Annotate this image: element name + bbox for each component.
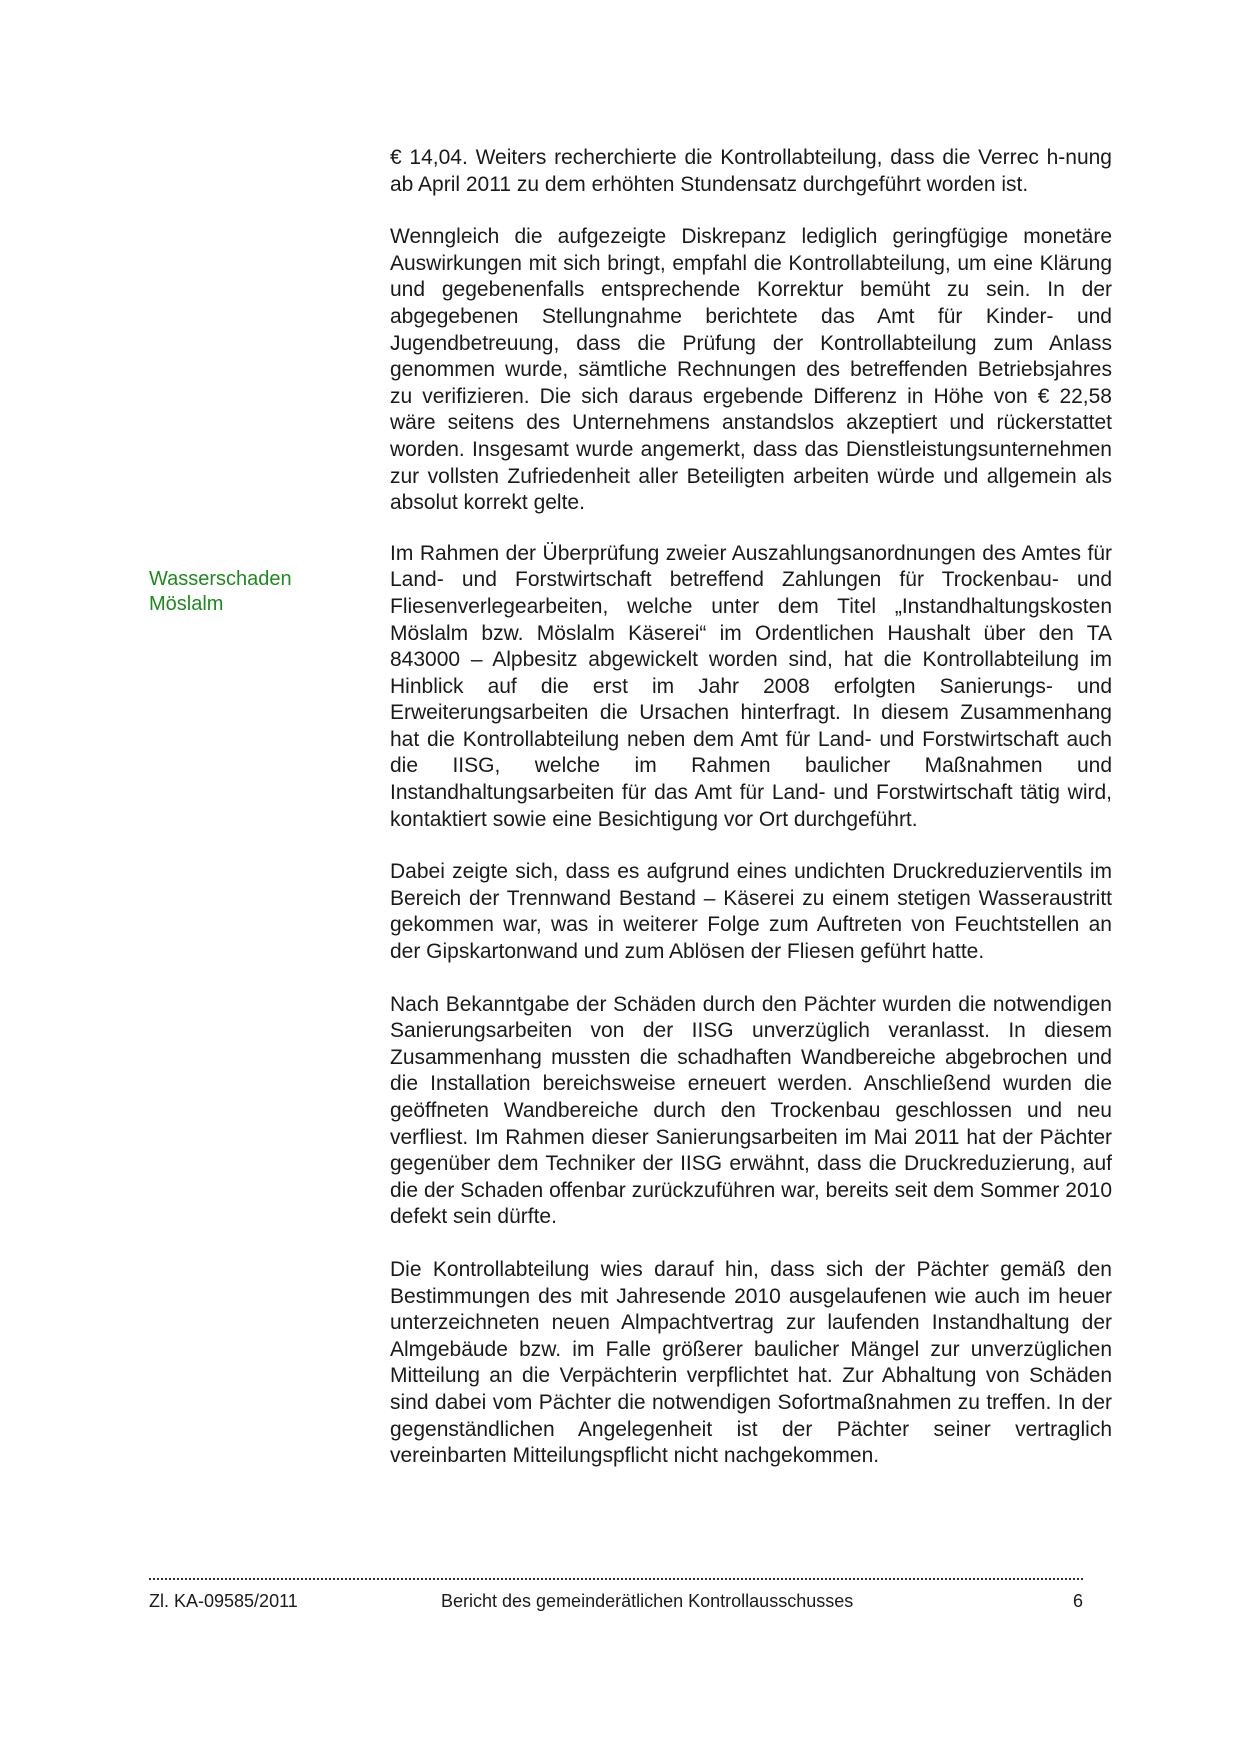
margin-heading-line-1: Wasserschaden	[149, 568, 292, 590]
paragraph-5: Nach Bekanntgabe der Schäden durch den Pächter wurden die notwendigen Sanierungsarbeiten von der IISG unverzüglich veranlasst. In diesem Zusammenhang mussten die schadhaften Wandbereiche abgebrochen und die Installation bereichsweise erneuert werden. Anschließend wurden die geöffneten Wandbereiche durch den Trockenbau geschlossen und neu verfliest. Im Rahmen dieser Sanierungsarbeiten im Mai 2011 hat der Pächter gegenüber dem Techniker der IISG erwähnt, dass die Druckreduzierung, auf die der Schaden offenbar zurückzuführen war, bereits seit dem Sommer 2010 defekt sein dürfte.	[390, 992, 1112, 1229]
margin-heading	[149, 567, 349, 617]
page-number: 6	[1072, 1591, 1083, 1611]
paragraph-1: € 14,04. Weiters recherchierte die Kontrollabteilung, dass die Verrec h-nung ab April 2011 zu dem erhöhten Stundensatz durchgeführt worden ist.	[390, 146, 1112, 196]
body-text-column	[390, 145, 1112, 1496]
footer-divider	[149, 1566, 1083, 1580]
paragraph-4: Dabei zeigte sich, dass es aufgrund eines undichten Druckreduzierventils im Bereich der Trennwand Bestand – Käserei zu einem stetigen Wasseraustritt gekommen war, was in weiterer Folge zum Auftreten von Feuchtstellen an der Gipskartonwand und zum Ablösen der Fliesen geführt hatte.	[390, 860, 1112, 964]
footer-reference: Zl. KA-09585/2011	[149, 1591, 298, 1611]
paragraph-3: Im Rahmen der Überprüfung zweier Auszahlungsanordnungen des Amtes für Land- und Forstwirtschaft betreffend Zahlungen für Trockenbau- und Fliesenverlegearbeiten, welche unter dem Titel „Instandhaltungskosten Möslalm bzw. Möslalm Käserei“ im Ordentlichen Haushalt über den TA 843000 – Alpbesitz abgewickelt worden sind, hat die Kontrollabteilung im Hinblick auf die erst im Jahr 2008 erfolgten Sanierungs- und Erweiterungsarbeiten die Ursachen hinterfragt. In diesem Zusammenhang hat die Kontrollabteilung neben dem Amt für Land- und Forstwirtschaft auch die IISG, welche im Rahmen baulicher Maßnahmen und Instandhaltungsarbeiten für das Amt für Land- und Forstwirtschaft tätig wird, kontaktiert sowie eine Besichtigung vor Ort durchgeführt.	[390, 541, 1112, 831]
paragraph-2: Wenngleich die aufgezeigte Diskrepanz lediglich geringfügige monetäre Auswirkungen mit sich bringt, empfahl die Kontrollabteilung, um eine Klärung und gegebenenfalls entsprechende Korrektur bemüht zu sein. In der abgegebenen Stellungnahme berichtete das Amt für Kinder- und Jugendbetreuung, dass die Prüfung der Kontrollabteilung zum Anlass genommen wurde, sämtliche Rechnungen des betreffenden Betriebsjahres zu verifizieren. Die sich daraus ergebende Differenz in Höhe von € 22,58 wäre seitens des Unternehmens anstandslos akzeptiert und rückerstattet worden. Insgesamt wurde angemerkt, dass das Dienstleistungsunternehmen zur vollsten Zufriedenheit aller Beteiligten arbeiten würde und allgemein als absolut korrekt gelte.	[390, 225, 1112, 515]
footer-title: Bericht des gemeinderätlichen Kontrollausschusses	[441, 1591, 854, 1611]
paragraph-6: Die Kontrollabteilung wies darauf hin, dass sich der Pächter gemäß den Bestimmungen des mit Jahresende 2010 ausgelaufenen wie auch im heuer unterzeichneten neuen Almpachtvertrag zur laufenden Instandhaltung der Almgebäude bzw. im Falle größerer baulicher Mängel zur unverzüglichen Mitteilung an die Verpächterin verpflichtet hat. Zur Abhaltung von Schäden sind dabei vom Pächter die notwendigen Sofortmaßnahmen zu treffen. In der gegenständlichen Angelegenheit ist der Pächter seiner vertraglich vereinbarten Mitteilungspflicht nicht nachgekommen.	[390, 1257, 1112, 1468]
margin-heading-line-2: Möslalm	[149, 593, 224, 615]
